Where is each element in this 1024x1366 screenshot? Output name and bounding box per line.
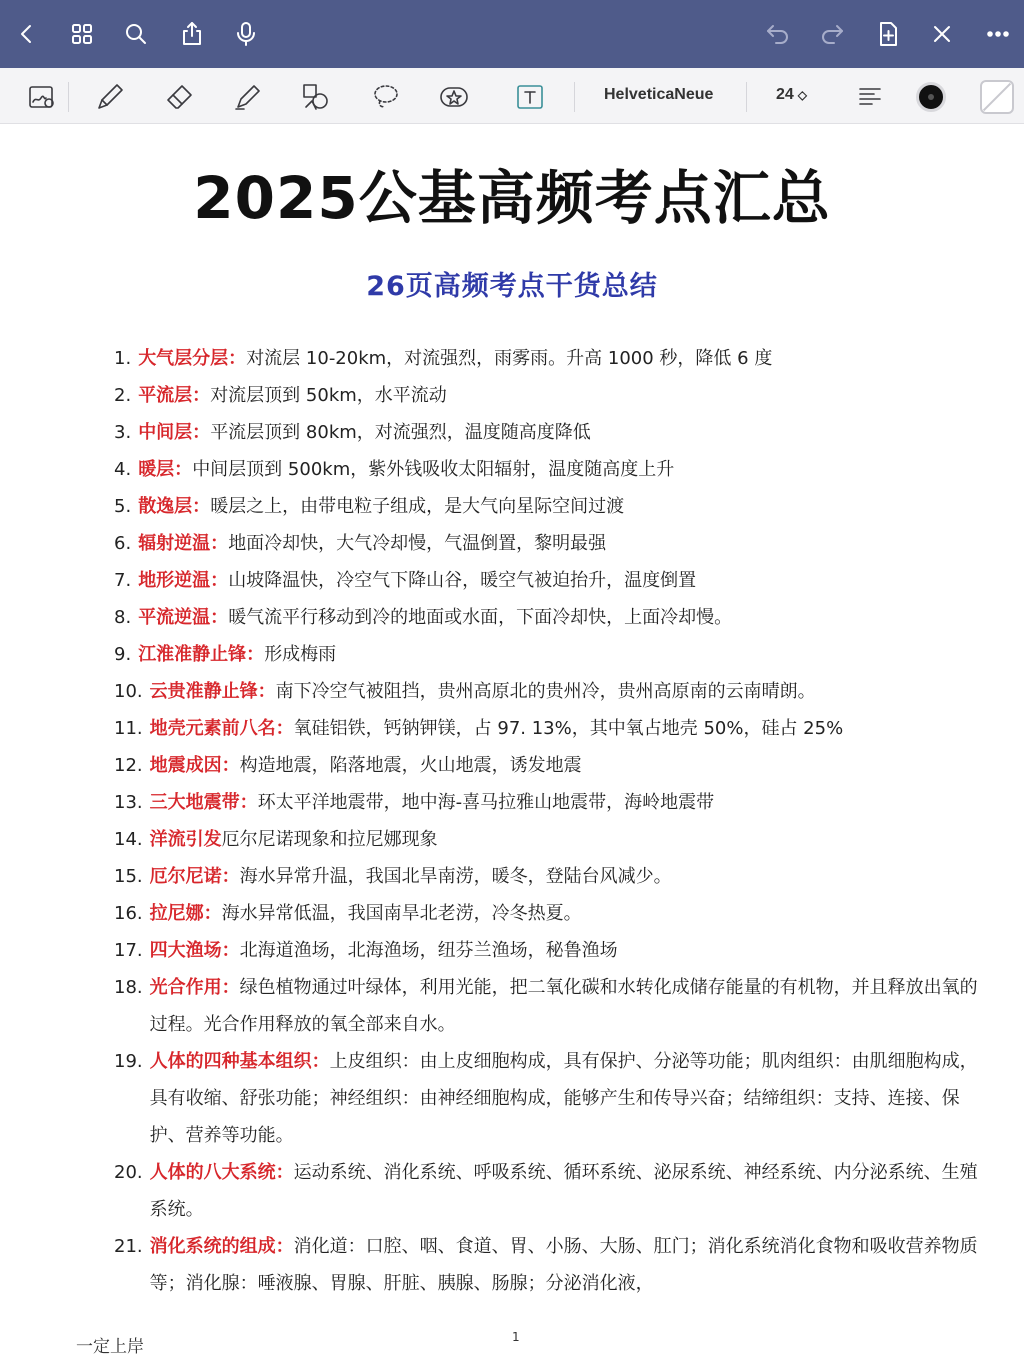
- list-item: [114, 1228, 994, 1302]
- list-item-number: 19.: [114, 1051, 143, 1072]
- document-title: 2025公基高频考点汇总: [175, 160, 848, 236]
- key-points-list: [114, 340, 994, 1302]
- more-icon[interactable]: [982, 18, 1014, 50]
- list-item: [114, 747, 994, 784]
- list-item-number: 9.: [114, 644, 132, 665]
- sticker-icon[interactable]: [436, 80, 472, 114]
- list-item-body: [138, 599, 994, 636]
- eraser-icon[interactable]: [162, 80, 198, 114]
- list-item-body: [150, 784, 994, 821]
- list-item-body: [150, 1043, 994, 1154]
- text-align-icon[interactable]: [852, 80, 888, 114]
- list-item-keyword: 平流逆温：: [138, 607, 229, 628]
- list-item-number: 8.: [114, 607, 132, 628]
- toolbar-divider: [68, 82, 69, 112]
- list-item-body: [138, 340, 994, 377]
- list-item-number: 16.: [114, 903, 143, 924]
- list-item-keyword: 光合作用：: [149, 977, 240, 998]
- list-item-keyword: 云贵准静止锋：: [149, 681, 276, 702]
- toolbar-divider: [574, 82, 575, 112]
- list-item-number: 5.: [114, 496, 132, 517]
- top-nav-bar: [0, 0, 1024, 68]
- list-item-number: 6.: [114, 533, 132, 554]
- pen-icon[interactable]: [92, 80, 128, 114]
- list-item-keyword: 中间层：: [138, 422, 211, 443]
- list-item-number: 3.: [114, 422, 132, 443]
- list-item-number: 7.: [114, 570, 132, 591]
- list-item-text: 厄尔尼诺现象和拉尼娜现象: [221, 829, 438, 850]
- list-item-text: 中间层顶到 500km，紫外钱吸收太阳辐射，温度随高度上升: [192, 459, 675, 480]
- list-item-body: [150, 673, 994, 710]
- list-item: [114, 673, 994, 710]
- list-item-body: [150, 747, 994, 784]
- list-item-keyword: 辐射逆温：: [138, 533, 229, 554]
- list-item-body: [138, 414, 994, 451]
- shapes-icon[interactable]: [298, 80, 334, 114]
- list-item: [114, 340, 994, 377]
- list-item-body: [150, 969, 994, 1043]
- list-item-body: [138, 525, 994, 562]
- list-item-keyword: 人体的八大系统：: [149, 1162, 294, 1183]
- list-item-text: 北海道渔场，北海渔场，纽芬兰渔场，秘鲁渔场: [239, 940, 618, 961]
- list-item-number: 12.: [114, 755, 143, 776]
- list-item-body: [138, 488, 994, 525]
- page-number: 1: [512, 1330, 520, 1344]
- list-item-text: 运动系统、消化系统、呼吸系统、循环系统、泌尿系统、神经系统、内分泌系统、生殖系统。: [149, 1162, 978, 1220]
- list-item-body: [150, 821, 994, 858]
- list-item-text: 形成梅雨: [264, 644, 337, 665]
- list-item-keyword: 暖层：: [138, 459, 193, 480]
- image-insert-icon[interactable]: [24, 80, 60, 114]
- stepper-chevron-icon: ◇: [797, 88, 808, 102]
- list-item-text: 暖层之上，由带电粒子组成，是大气向星际空间过渡: [210, 496, 625, 517]
- font-size-stepper[interactable]: [776, 86, 807, 104]
- document-subtitle: 26页高频考点干货总结: [366, 271, 658, 302]
- list-item-keyword: 大气层分层：: [138, 348, 247, 369]
- list-item-number: 18.: [114, 977, 143, 998]
- list-item-text: 上皮组织：由上皮细胞构成，具有保护、分泌等功能；肌肉组织：由肌细胞构成，具有收缩、舒张功能；神经组织：由神经细胞构成，能够产生和传导兴奋；结缔组织：支持、连接、保护、营养等功能。: [149, 1051, 978, 1146]
- list-item-text: 对流层顶到 50km，水平流动: [210, 385, 447, 406]
- list-item-text: 对流层 10-20km，对流强烈，雨雾雨。升高 1000 秒，降低 6 度: [246, 348, 773, 369]
- list-item-text: 消化道：口腔、咽、食道、胃、小肠、大肠、肛门；消化系统消化食物和吸收营养物质等；消化腺：唾液腺、胃腺、肝脏、胰腺、肠腺；分泌消化液，: [149, 1236, 978, 1294]
- list-item-number: 4.: [114, 459, 132, 480]
- list-item: [114, 562, 994, 599]
- list-item-keyword: 散逸层：: [138, 496, 211, 517]
- back-icon[interactable]: [10, 18, 42, 50]
- lasso-icon[interactable]: [368, 80, 404, 114]
- background-fill-picker[interactable]: [980, 80, 1014, 114]
- search-icon[interactable]: [120, 18, 152, 50]
- list-item: [114, 969, 994, 1043]
- list-item-text: 环太平洋地震带，地中海-喜马拉雅山地震带，海岭地震带: [257, 792, 715, 813]
- list-item: [114, 488, 994, 525]
- list-item-body: [150, 1228, 994, 1302]
- list-item-number: 10.: [114, 681, 143, 702]
- list-item-body: [150, 858, 994, 895]
- list-item-text: 山坡降温快，冷空气下降山谷，暖空气被迫抬升，温度倒置: [228, 570, 697, 591]
- list-item-body: [150, 895, 994, 932]
- list-item-keyword: 消化系统的组成：: [149, 1236, 294, 1257]
- list-item-body: [150, 710, 994, 747]
- list-item-keyword: 拉尼娜：: [149, 903, 222, 924]
- list-item-text: 海水异常升温，我国北旱南涝，暖冬，登陆台风减少。: [239, 866, 672, 887]
- list-item: [114, 932, 994, 969]
- list-item-text: 地面冷却快，大气冷却慢，气温倒置，黎明最强: [228, 533, 607, 554]
- text-tool-icon[interactable]: [512, 80, 548, 114]
- list-item-text: 海水异常低温，我国南旱北老涝，冷冬热夏。: [221, 903, 582, 924]
- list-item-body: [138, 451, 994, 488]
- list-item-body: [138, 377, 994, 414]
- list-item-number: 2.: [114, 385, 132, 406]
- list-item-text: 绿色植物通过叶绿体，利用光能，把二氧化碳和水转化成储存能量的有机物，并且释放出氧的过程。光合作用释放的氧全部来自水。: [149, 977, 978, 1035]
- list-item: [114, 710, 994, 747]
- document-title-wrap: [0, 160, 1024, 236]
- list-item-number: 17.: [114, 940, 143, 961]
- toolbar-divider: [746, 82, 747, 112]
- list-item-number: 20.: [114, 1162, 143, 1183]
- list-item-keyword: 地壳元素前八名：: [149, 718, 294, 739]
- list-item: [114, 525, 994, 562]
- list-item-body: [138, 562, 994, 599]
- list-item-text: 氧硅铝铁，钙钠钾镁，占 97. 13%，其中氧占地壳 50%，硅占 25%: [293, 718, 844, 739]
- list-item-keyword: 地震成因：: [149, 755, 240, 776]
- list-item: [114, 636, 994, 673]
- list-item-number: 13.: [114, 792, 143, 813]
- list-item-number: 21.: [114, 1236, 143, 1257]
- list-item-keyword: 三大地震带：: [149, 792, 258, 813]
- microphone-icon[interactable]: [230, 18, 262, 50]
- list-item: [114, 377, 994, 414]
- list-item: [114, 1154, 994, 1228]
- list-item-keyword: 地形逆温：: [138, 570, 229, 591]
- list-item-keyword: 四大渔场：: [149, 940, 240, 961]
- highlighter-icon[interactable]: [230, 80, 266, 114]
- list-item-number: 1.: [114, 348, 132, 369]
- font-size-value: 24: [776, 86, 794, 103]
- list-item: [114, 599, 994, 636]
- list-item-number: 11.: [114, 718, 143, 739]
- grid-icon[interactable]: [66, 18, 98, 50]
- list-item-body: [150, 1154, 994, 1228]
- list-item: [114, 821, 994, 858]
- list-item-text: 平流层顶到 80km，对流强烈，温度随高度降低: [210, 422, 591, 443]
- list-item-keyword: 江淮准静止锋：: [138, 644, 265, 665]
- undo-icon[interactable]: [762, 18, 794, 50]
- list-item-text: 暖气流平行移动到冷的地面或水面，下面冷却快，上面冷却慢。: [228, 607, 733, 628]
- list-item-body: [150, 932, 994, 969]
- list-item-number: 14.: [114, 829, 143, 850]
- list-item-body: [138, 636, 994, 673]
- share-icon[interactable]: [176, 18, 208, 50]
- list-item: [114, 858, 994, 895]
- list-item: [114, 1043, 994, 1154]
- tool-bar: [0, 68, 1024, 124]
- list-item: [114, 414, 994, 451]
- list-item-keyword: 人体的四种基本组织：: [149, 1051, 330, 1072]
- font-name-selector[interactable]: HelveticaNeue: [604, 86, 714, 103]
- list-item: [114, 895, 994, 932]
- list-item-keyword: 洋流引发: [149, 829, 222, 850]
- list-item-number: 15.: [114, 866, 143, 887]
- list-item-text: 南下冷空气被阻挡，贵州高原北的贵州冷，贵州高原南的云南晴朗。: [275, 681, 816, 702]
- list-item: [114, 451, 994, 488]
- list-item-text: 构造地震，陷落地震，火山地震，诱发地震: [239, 755, 582, 776]
- text-color-picker[interactable]: [916, 82, 946, 112]
- list-item-keyword: 平流层：: [138, 385, 211, 406]
- redo-icon[interactable]: [816, 18, 848, 50]
- close-icon[interactable]: [926, 18, 958, 50]
- list-item-keyword: 厄尔尼诺：: [149, 866, 240, 887]
- add-page-icon[interactable]: [872, 18, 904, 50]
- footer-text: 一定上岸: [76, 1337, 144, 1357]
- list-item: [114, 784, 994, 821]
